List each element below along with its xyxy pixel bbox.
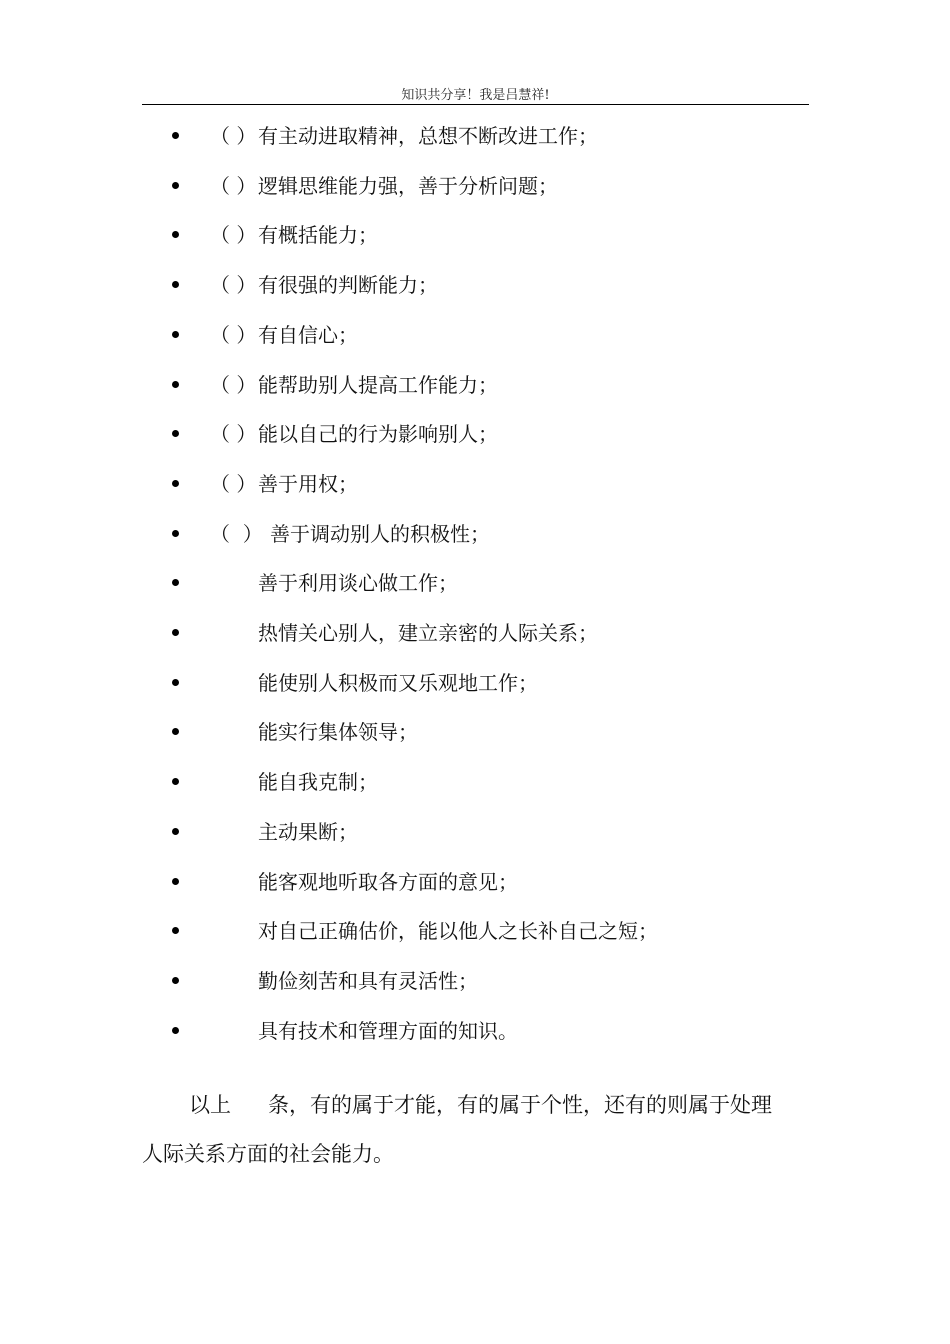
checkbox-parentheses: （ ）: [210, 223, 257, 248]
list-item: [0, 419, 950, 449]
paragraph-prefix: 以上: [189, 1093, 231, 1117]
checkbox-parentheses: （ ）: [210, 471, 257, 496]
paragraph-line-2: 人际关系方面的社会能力。: [142, 1142, 394, 1166]
list-item: [0, 717, 950, 747]
checkbox-parentheses: （ ）: [210, 273, 257, 298]
checkbox-parentheses: （ ）: [210, 422, 257, 447]
list-item: [0, 270, 950, 300]
bullet-icon: [172, 629, 179, 636]
list-item-text: 有主动进取精神，总想不断改进工作；: [258, 124, 598, 148]
list-item-text: 热情关心别人，建立亲密的人际关系；: [258, 621, 598, 645]
list-item: [0, 867, 950, 897]
list-item: [0, 320, 950, 350]
list-item-text: 能自我克制；: [258, 770, 378, 795]
list-item-text: 善于调动别人的积极性；: [270, 521, 490, 546]
bullet-icon: [172, 231, 179, 238]
checkbox-parentheses: （ ）: [210, 372, 257, 397]
checkbox-parentheses: （ ）: [210, 521, 263, 546]
list-item: [0, 519, 950, 549]
checkbox-parentheses: （ ）: [210, 173, 257, 198]
bullet-icon: [172, 331, 179, 338]
list-item: [0, 1016, 950, 1046]
bullet-icon: [172, 927, 179, 934]
list-item-text: 具有技术和管理方面的知识。: [258, 1018, 518, 1043]
bullet-icon: [172, 977, 179, 984]
list-item-text: 能帮助别人提高工作能力；: [258, 372, 498, 397]
list-item-text: 有很强的判断能力；: [258, 273, 438, 298]
bullet-icon: [172, 182, 179, 189]
list-item-text: 主动果断；: [258, 819, 358, 844]
list-item-text: 能客观地听取各方面的意见；: [258, 869, 518, 894]
header-rule: [142, 104, 809, 105]
list-item: [0, 668, 950, 698]
list-item: [0, 966, 950, 996]
bullet-icon: [172, 132, 179, 139]
list-item-text: 善于利用谈心做工作；: [258, 571, 458, 596]
bullet-icon: [172, 530, 179, 537]
list-item: [0, 916, 950, 946]
list-item-text: 勤俭刻苦和具有灵活性；: [258, 968, 478, 993]
list-item: [0, 817, 950, 847]
list-item-text: 能使别人积极而又乐观地工作；: [258, 670, 538, 695]
list-item: [0, 469, 950, 499]
bullet-icon: [172, 778, 179, 785]
bullet-icon: [172, 281, 179, 288]
list-item-text: 能实行集体领导；: [258, 720, 418, 745]
list-item: [0, 568, 950, 598]
bullet-icon: [172, 878, 179, 885]
list-item: [0, 618, 950, 648]
bullet-icon: [172, 828, 179, 835]
list-item: [0, 767, 950, 797]
list-item: [0, 220, 950, 250]
bullet-icon: [172, 480, 179, 487]
checkbox-parentheses: （ ）: [210, 124, 257, 148]
list-item: [0, 370, 950, 400]
page-header: 知识共分享！我是吕慧祥!: [401, 88, 550, 103]
bullet-icon: [172, 728, 179, 735]
bullet-icon: [172, 679, 179, 686]
checkbox-parentheses: （ ）: [210, 322, 257, 347]
list-item-text: 能以自己的行为影响别人；: [258, 422, 498, 447]
bullet-icon: [172, 381, 179, 388]
list-item-text: 有自信心；: [258, 322, 358, 347]
list-item-text: 逻辑思维能力强，善于分析问题；: [258, 173, 558, 198]
list-item-text: 对自己正确估价，能以他人之长补自己之短；: [258, 919, 658, 944]
paragraph-text-1: 条，有的属于才能，有的属于个性，还有的则属于处理: [268, 1093, 772, 1117]
bullet-icon: [172, 430, 179, 437]
list-item: [0, 121, 950, 151]
list-item-text: 有概括能力；: [258, 223, 378, 248]
bullet-icon: [172, 1027, 179, 1034]
list-item-text: 善于用权；: [258, 471, 358, 496]
list-item: [0, 171, 950, 201]
bullet-icon: [172, 579, 179, 586]
